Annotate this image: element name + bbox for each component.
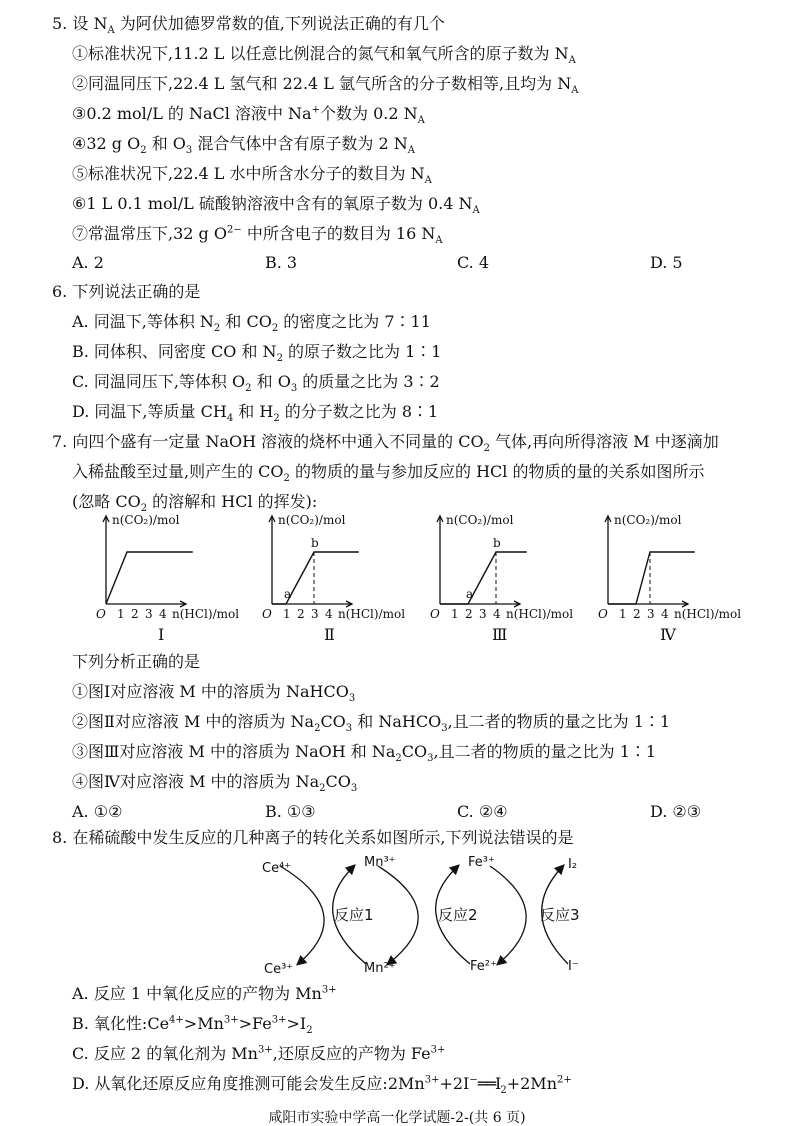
x-axis-label: n(HCl)/mol — [172, 607, 240, 621]
q5-option-b[interactable]: B. 3 — [265, 253, 298, 272]
q8-option-a[interactable]: A. 反应 1 中氧化反应的产物为 $Mn^{3+}$ — [72, 984, 337, 1003]
data-curve — [608, 552, 695, 604]
q7-analysis-prompt: 下列分析正确的是 — [72, 652, 201, 671]
x-tick-label: 2 — [131, 607, 139, 621]
x-tick-label: 1 — [283, 607, 291, 621]
x-tick-label: 2 — [633, 607, 641, 621]
q7-statement-4: ④图Ⅳ对应溶液 M 中的溶质为 $Na_2CO_3$ — [72, 772, 358, 795]
x-tick-label: 1 — [619, 607, 627, 621]
point-a-label: a — [284, 587, 292, 601]
ion-ce3: Ce³⁺ — [264, 962, 294, 977]
reaction-3-label: 反应3 — [540, 906, 580, 924]
x-tick-label: 3 — [145, 607, 153, 621]
q8-option-b[interactable]: B. 氧化性$:Ce^{4+}>Mn^{3+}>Fe^{3+}>I_2$ — [72, 1014, 313, 1037]
origin-label: O — [598, 607, 608, 621]
point-a-label: a — [466, 587, 474, 601]
q6-option-d[interactable]: D. 同温下,等质量 $CH_4$ 和 $H_2$ 的分子数之比为 8∶1 — [72, 402, 439, 425]
q5-option-d[interactable]: D. 5 — [650, 253, 683, 272]
y-axis-label: n(CO₂)/mol — [278, 513, 346, 527]
ion-i2: I₂ — [568, 857, 578, 872]
x-tick-label: 3 — [647, 607, 655, 621]
x-axis-label: n(HCl)/mol — [506, 607, 574, 621]
q5-item-1: ①标准状况下,11.2 L 以任意比例混合的氮气和氧气所含的原子数为 $N_A$ — [72, 44, 576, 67]
y-axis-label: n(CO₂)/mol — [614, 513, 682, 527]
data-curve — [440, 552, 527, 604]
x-axis-label: n(HCl)/mol — [338, 607, 406, 621]
x-tick-label: 2 — [465, 607, 473, 621]
q6-option-c[interactable]: C. 同温同压下,等体积 $O_2$ 和 $O_3$ 的质量之比为 3∶2 — [72, 372, 440, 395]
q7-statement-1: ①图Ⅰ对应溶液 M 中的溶质为 NaHCO$_3$ — [72, 682, 356, 705]
x-tick-label: 1 — [451, 607, 459, 621]
x-tick-label: 3 — [311, 607, 319, 621]
q6-option-a[interactable]: A. 同温下,等体积 $N_2$ 和 $CO_2$ 的密度之比为 7∶11 — [72, 312, 431, 335]
q5-item-4: ④32 g $O_2$ 和 $O_3$ 混合气体中含有原子数为 2 $N_A$ — [72, 134, 415, 157]
q7-statement-2: ②图Ⅱ对应溶液 M 中的溶质为 $Na_2CO_3$ 和 NaHCO$_3$,且二者的物质的量之比为 1∶1 — [72, 712, 671, 735]
q7-stem-line3: (忽略 $CO_2$ 的溶解和 HCl 的挥发): — [72, 492, 318, 515]
arrow-fe3-to-fe2 — [490, 866, 526, 964]
origin-label: O — [96, 607, 106, 621]
ion-fe2: Fe²⁺ — [470, 959, 497, 974]
reaction-2-label: 反应2 — [438, 906, 478, 924]
origin-label: O — [262, 607, 272, 621]
ion-mn2: Mn²⁺ — [364, 961, 396, 976]
redox-diagram — [258, 848, 598, 978]
ion-ce4: Ce⁴⁺ — [262, 861, 292, 876]
q7-stem-line1: 7. 向四个盛有一定量 NaOH 溶液的烧杯中通入不同量的 $CO_2$ 气体,再向所得溶液 M 中逐滴加 — [52, 432, 719, 455]
x-tick-label: 4 — [325, 607, 333, 621]
ion-fe3: Fe³⁺ — [468, 855, 495, 870]
q5-option-a[interactable]: A. 2 — [72, 253, 104, 272]
origin-label: O — [430, 607, 440, 621]
q5-item-3: ③0.2 mol/L 的 NaCl 溶液中 Na+个数为 0.2 $N_A$ — [72, 104, 425, 127]
ion-mn3: Mn³⁺ — [364, 855, 396, 870]
x-tick-label: 4 — [159, 607, 167, 621]
arrow-ce4-to-ce3 — [280, 866, 324, 964]
q5-option-c[interactable]: C. 4 — [457, 253, 490, 272]
point-b-label: b — [493, 536, 501, 550]
q5-item-6: ⑥1 L 0.1 mol/L 硫酸钠溶液中含有的氧原子数为 0.4 $N_A$ — [72, 194, 480, 217]
q8-option-c[interactable]: C. 反应 2 的氧化剂为 $Mn^{3+}$,还原反应的产物为 $Fe^{3+}$ — [72, 1044, 446, 1063]
graph-4 — [596, 506, 766, 646]
q5-item-7: ⑦常温常压下,32 g $O^{2-}$ 中所含电子的数目为 16 $N_A$ — [72, 224, 443, 247]
q7-statement-3: ③图Ⅲ对应溶液 M 中的溶质为 NaOH 和 $Na_2CO_3$,且二者的物质的量之比为 1∶1 — [72, 742, 657, 765]
x-tick-label: 4 — [493, 607, 501, 621]
graph-label: Ⅳ — [660, 625, 676, 644]
ion-i-minus: I⁻ — [568, 959, 579, 974]
q6-option-b[interactable]: B. 同体积、同密度 CO 和 $N_2$ 的原子数之比为 1∶1 — [72, 342, 442, 365]
point-b-label: b — [311, 536, 319, 550]
graph-label: Ⅰ — [158, 625, 165, 644]
graph-label: Ⅲ — [492, 625, 508, 644]
q5-stem: 5. 设 $N_A$ 为阿伏加德罗常数的值,下列说法正确的有几个 — [52, 14, 445, 37]
reaction-1-label: 反应1 — [334, 906, 374, 924]
x-tick-label: 2 — [297, 607, 305, 621]
data-curve — [106, 552, 193, 604]
y-axis-label: n(CO₂)/mol — [112, 513, 180, 527]
q7-option-c[interactable]: C. ②④ — [457, 802, 508, 821]
x-tick-label: 1 — [117, 607, 125, 621]
x-tick-label: 3 — [479, 607, 487, 621]
q7-option-a[interactable]: A. ①② — [72, 802, 123, 821]
page-footer: 咸阳市实验中学高一化学试题-2-(共 6 页) — [268, 1110, 526, 1126]
graph-3 — [428, 506, 598, 646]
q7-stem-line2: 入稀盐酸至过量,则产生的 $CO_2$ 的物质的量与参加反应的 HCl 的物质的量的关系如图所示 — [72, 462, 705, 485]
q7-option-b[interactable]: B. ①③ — [265, 802, 316, 821]
q8-option-d[interactable]: D. 从氧化还原反应角度推测可能会发生反应$:2Mn^{3+}+2I^-══I_2+2Mn^{2+}$ — [72, 1074, 572, 1097]
x-tick-label: 4 — [661, 607, 669, 621]
x-axis-label: n(HCl)/mol — [674, 607, 742, 621]
q7-option-d[interactable]: D. ②③ — [650, 802, 702, 821]
y-axis-label: n(CO₂)/mol — [446, 513, 514, 527]
graph-label: Ⅱ — [324, 625, 335, 644]
q6-stem: 6. 下列说法正确的是 — [52, 282, 201, 301]
q5-item-2: ②同温同压下,22.4 L 氢气和 22.4 L 氩气所含的分子数相等,且均为 $N_A$ — [72, 74, 579, 97]
graph-1 — [94, 506, 264, 646]
q5-item-5: ⑤标准状况下,22.4 L 水中所含水分子的数目为 $N_A$ — [72, 164, 432, 187]
graph-2 — [260, 506, 430, 646]
arrow-mn3-to-mn2 — [378, 866, 418, 964]
q8-stem: 8. 在稀硫酸中发生反应的几种离子的转化关系如图所示,下列说法错误的是 — [52, 828, 574, 847]
